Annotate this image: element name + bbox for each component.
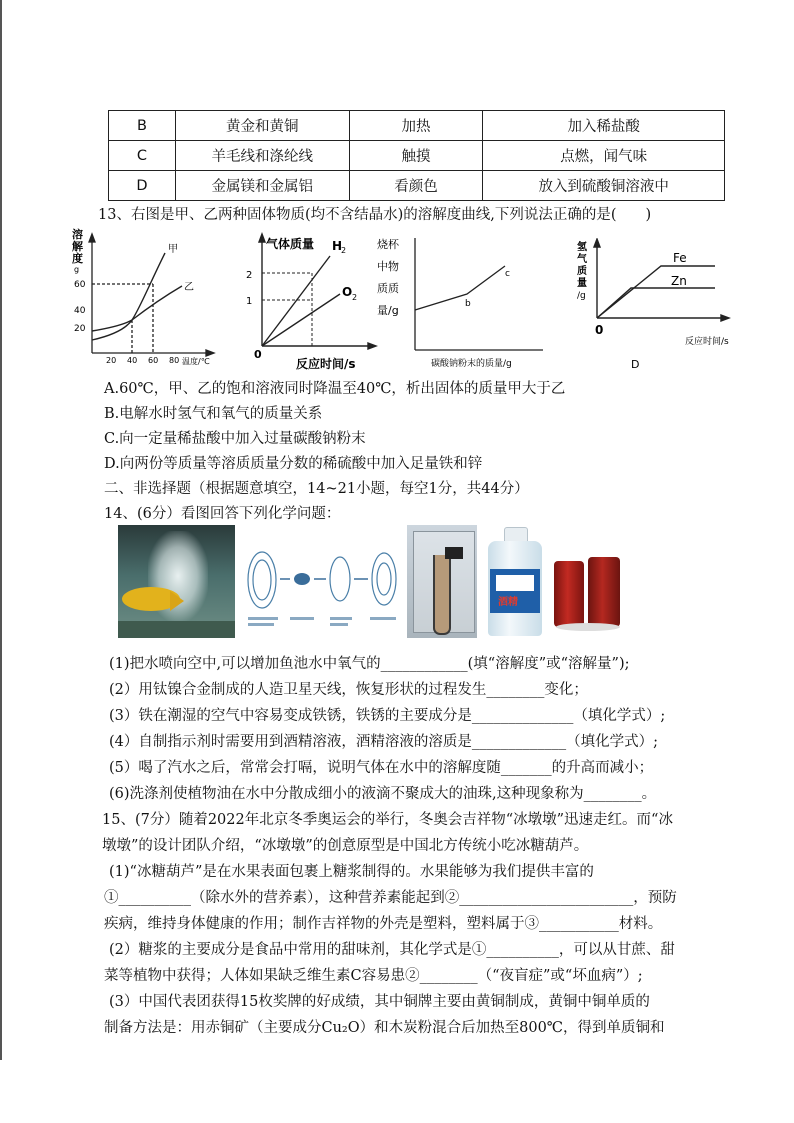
options-table <box>108 110 725 201</box>
q14-item-4: (4）自制指示剂时需要用到酒精溶液，酒精溶液的溶质是_____________（填化学式）; <box>109 734 659 750</box>
row-label: C <box>109 141 176 171</box>
q14-stem: 14、(6分）看图回答下列化学问题： <box>104 506 341 522</box>
curve-jia <box>92 253 165 340</box>
line-zn <box>597 288 715 318</box>
method2-cell: 点燃，闻气味 <box>483 141 725 171</box>
photo-fish-pond <box>118 525 235 638</box>
goldfish-tail <box>170 591 184 611</box>
tube-clamp <box>445 547 463 559</box>
row-label: D <box>109 171 176 201</box>
antenna-open-inner <box>253 560 271 600</box>
caption-bar <box>248 623 274 626</box>
o2-label: O <box>342 285 353 299</box>
ytick: 20 <box>74 324 86 334</box>
line-o2 <box>262 294 340 346</box>
ylabel-2: 解 <box>72 240 83 253</box>
q13-option-d: D.向两份等质量等溶质质量分数的稀硫酸中加入足量铁和锌 <box>104 456 483 472</box>
antenna-restored-inner <box>377 563 391 595</box>
soda-can-2 <box>588 557 620 627</box>
q13-option-a: A.60℃，甲、乙的饱和溶液同时降温至40℃，析出固体的质量甲大于乙 <box>104 381 566 397</box>
photo-satellite-antenna <box>242 525 402 638</box>
ylabel-line: 量 <box>577 278 587 289</box>
ylabel: 气体质量 <box>266 237 315 251</box>
q14-item-3: (3）铁在潮湿的空气中容易变成铁锈，铁锈的主要成分是______________（填化学式）; <box>109 708 666 724</box>
ylabel-line: 量/g <box>377 304 399 317</box>
page-edge <box>0 0 2 1060</box>
origin: 0 <box>595 323 604 337</box>
graph-d-fe-zn <box>575 238 745 373</box>
can-shadow <box>556 623 620 631</box>
xlabel: 反应时间/s <box>685 337 729 347</box>
graph-a-solubility <box>70 228 220 368</box>
ylabel-unit: g <box>74 265 80 274</box>
curve-label-jia: 甲 <box>168 244 178 255</box>
graph-b-electrolysis <box>240 228 380 373</box>
photo-alcohol-bottle <box>484 525 546 638</box>
ytick: 40 <box>74 306 86 316</box>
bottle-brand: 酒精 <box>498 597 518 608</box>
graph-tag: D <box>631 358 640 371</box>
origin: 0 <box>254 348 262 361</box>
q14-item-6: (6)洗涤剂使植物油在水中分散成细小的液滴不聚成大的油珠,这种现象称为________。 <box>109 786 657 802</box>
photo-iron-nail <box>407 525 477 638</box>
xlabel: 温度/℃ <box>182 357 210 366</box>
q15-line: 墩墩”的设计团队介绍，“冰墩墩”的创意原型是中国北方传统小吃冰糖葫芦。 <box>102 838 589 854</box>
x-axis-arrow <box>721 315 729 321</box>
ylabel-line: /g <box>577 291 586 301</box>
photo-soda-cans <box>552 525 622 638</box>
items-cell: 金属镁和金属铝 <box>175 171 349 201</box>
test-tube <box>433 555 451 635</box>
point-c: c <box>505 269 510 279</box>
method2-cell: 加入稀盐酸 <box>483 111 725 141</box>
ytick: 2 <box>246 270 253 281</box>
antenna-diagram <box>242 525 402 638</box>
q13-option-b: B.电解水时氢气和氧气的质量关系 <box>104 406 323 422</box>
q15-line: (2）糖浆的主要成分是食品中常用的甜味剂，其化学式是①__________，可以从甘蔗、甜 <box>109 942 675 958</box>
o2-sub: 2 <box>352 293 358 302</box>
ylabel-line: 质 <box>577 266 587 277</box>
xtick: 80 <box>169 356 180 365</box>
antenna-restored <box>372 553 396 605</box>
h2-sub: 2 <box>341 246 347 255</box>
q15-line: 疾病，维持身体健康的作用；制作吉祥物的外壳是塑料，塑料属于③___________材料。 <box>104 916 663 932</box>
antenna-ball <box>294 573 310 585</box>
q15-line: ①__________（除水外的营养素），这种营养素能起到②________________________，预防 <box>104 890 677 906</box>
q14-item-1: (1)把水喷向空中,可以增加鱼池水中氧气的____________(填“溶解度”或“溶解量”); <box>109 656 630 672</box>
table-row <box>109 141 725 171</box>
q14-item-5: (5）喝了汽水之后，常常会打嗝，说明气体在水中的溶解度随_______的升高而减小； <box>109 760 654 776</box>
curve-yi <box>92 286 182 331</box>
method2-cell: 放入到硫酸铜溶液中 <box>483 171 725 201</box>
zn-label: Zn <box>671 274 687 288</box>
y-axis-arrow <box>594 239 600 247</box>
pond-bottom <box>118 621 235 638</box>
xtick: 60 <box>148 356 159 365</box>
line-h2 <box>262 256 330 346</box>
line-mass <box>415 266 505 310</box>
graph-c-carbonate <box>375 232 555 372</box>
method1-cell: 看颜色 <box>349 171 483 201</box>
ylabel-line: 气 <box>577 254 587 265</box>
ylabel-line: 质质 <box>377 282 399 295</box>
xtick: 20 <box>106 356 117 365</box>
q13-option-c: C.向一定量稀盐酸中加入过量碳酸钠粉末 <box>104 431 366 447</box>
caption-bar <box>330 623 348 626</box>
q15-line: (3）中国代表团获得15枚奖牌的好成绩，其中铜牌主要由黄铜制成，黄铜中铜单质的 <box>109 994 650 1010</box>
label-house-icon <box>496 575 534 591</box>
q14-item-2: (2）用钛镍合金制成的人造卫星天线，恢复形状的过程发生________变化； <box>109 682 588 698</box>
items-cell: 羊毛线和涤纶线 <box>175 141 349 171</box>
xlabel: 反应时间/s <box>296 357 356 371</box>
xtick: 40 <box>127 356 138 365</box>
ylabel-3: 度 <box>72 252 83 265</box>
table-row <box>109 171 725 201</box>
caption-bar <box>330 617 352 620</box>
ytick: 1 <box>246 296 253 307</box>
q15-line: (1)“冰糖葫芦”是在水果表面包裹上糖浆制得的。水果能够为我们提供丰富的 <box>109 864 594 880</box>
soda-can-1 <box>554 561 584 627</box>
ylabel-line: 中物 <box>377 260 399 273</box>
caption-bar <box>290 617 314 620</box>
q15-line: 制备方法是：用赤铜矿（主要成分Cu₂O）和木炭粉混合后加热至800℃，得到单质铜和 <box>104 1020 665 1036</box>
ylabel-line: 烧杯 <box>377 238 399 251</box>
x-axis-arrow <box>206 350 214 356</box>
ylabel-line: 氢 <box>577 242 587 253</box>
point-b: b <box>465 299 471 309</box>
method1-cell: 加热 <box>349 111 483 141</box>
y-axis-arrow <box>89 234 95 242</box>
curve-label-yi: 乙 <box>184 282 194 293</box>
q13-stem: 13、右图是甲、乙两种固体物质(均不含结晶水)的溶解度曲线,下列说法正确的是( ) <box>98 207 652 223</box>
ylabel-1: 溶 <box>72 228 83 241</box>
xlabel: 碳酸钠粉末的质量/g <box>431 359 512 369</box>
row-label: B <box>109 111 176 141</box>
items-cell: 黄金和黄铜 <box>175 111 349 141</box>
antenna-half <box>330 557 350 601</box>
table-row <box>109 111 725 141</box>
h2-label: H <box>332 239 343 253</box>
fe-label: Fe <box>673 251 687 265</box>
caption-bar <box>370 617 396 620</box>
y-axis-arrow <box>259 234 265 242</box>
line-fe <box>597 266 715 318</box>
method1-cell: 触摸 <box>349 141 483 171</box>
caption-bar <box>248 617 278 620</box>
ytick: 60 <box>74 280 86 290</box>
section-2-heading: 二、非选择题（根据题意填空，14~21小题，每空1分，共44分） <box>104 481 529 497</box>
q15-line: 菜等植物中获得；人体如果缺乏维生素C容易患②________（“夜盲症”或“坏血病”）; <box>104 968 643 984</box>
q15-line: 15、(7分）随着2022年北京冬季奥运会的举行，冬奥会吉祥物“冰墩墩”迅速走红。而“冰 <box>102 812 673 828</box>
